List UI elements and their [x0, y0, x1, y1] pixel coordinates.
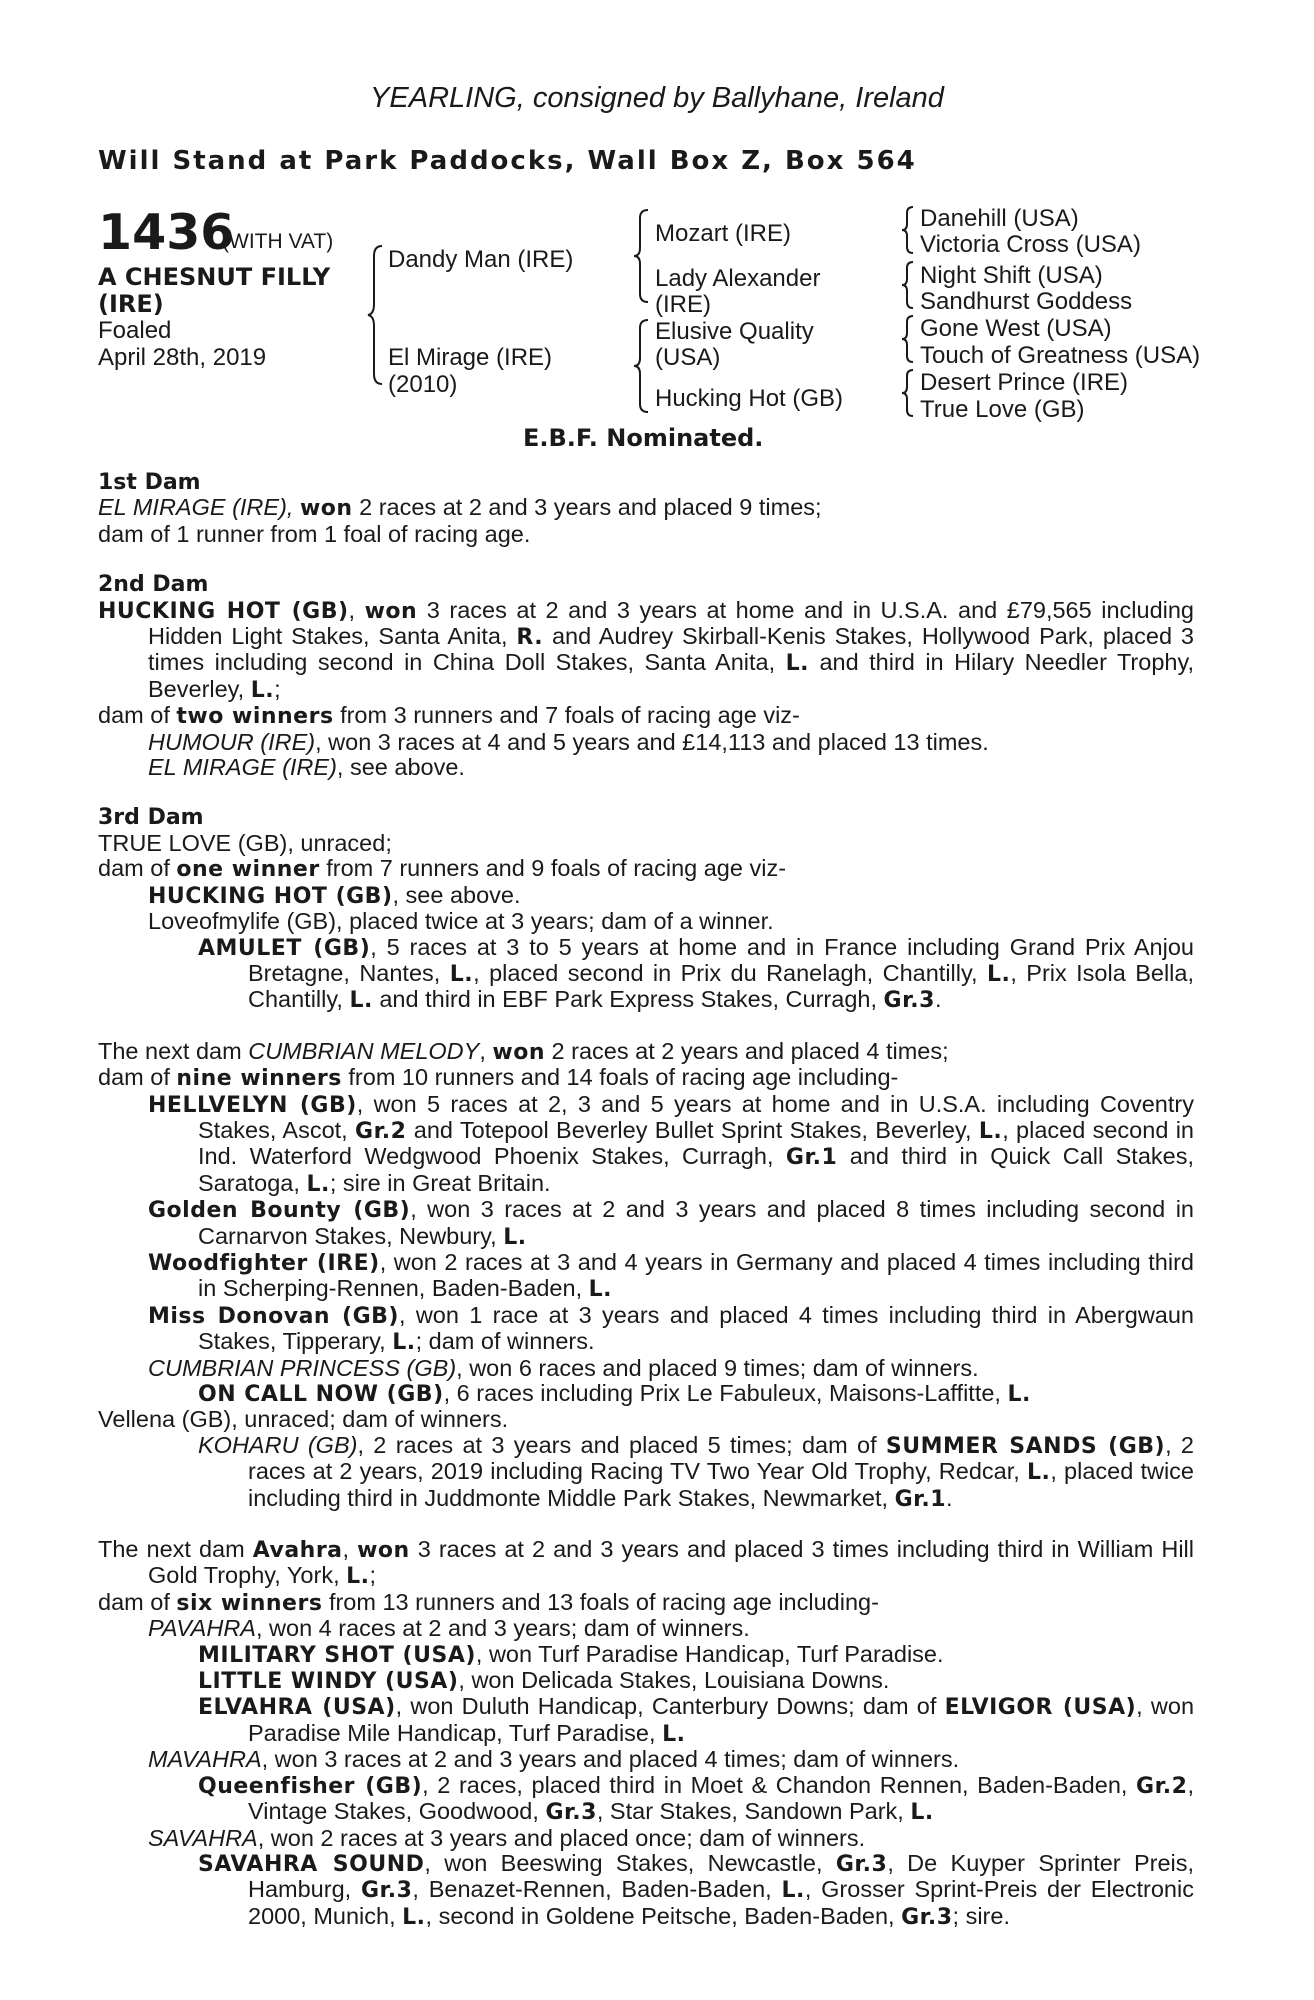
elvahra-name: ELVAHRA (USA) — [198, 1695, 396, 1721]
cumbrian-princess-line — [98, 1356, 1194, 1381]
grade-l: L. — [402, 1904, 426, 1930]
text: dam of — [98, 702, 177, 729]
military-shot-line — [98, 1642, 1194, 1668]
text: ; sire in Great Britain. — [329, 1169, 551, 1196]
first-dam-produce: dam of 1 runner from 1 foal of racing age. — [98, 520, 531, 547]
pedigree-dsd: Touch of Greatness (USA) — [920, 342, 1201, 369]
text: , Grosser Sprint-Preis der Electronic 2000, Munich, — [248, 1876, 1194, 1929]
hellvelyn-name: HELLVELYN (GB) — [148, 1092, 357, 1118]
amulet-name: AMULET (GB) — [198, 935, 371, 961]
third-dam-line: TRUE LOVE (GB), unraced; — [98, 829, 392, 856]
text: , see above. — [336, 754, 465, 781]
text: ; — [274, 675, 281, 702]
text: , — [479, 1037, 493, 1064]
hellvelyn-record — [98, 1092, 1194, 1198]
avahra-name: Avahra — [252, 1538, 343, 1564]
text: , won Duluth Handicap, Canterbury Downs; dam of — [395, 1693, 945, 1720]
won-label: won — [299, 496, 353, 522]
grade-gr: Gr.3 — [835, 1851, 888, 1877]
little-windy-name: LITTLE WINDY (USA) — [198, 1669, 459, 1695]
miss-donovan-record — [98, 1303, 1194, 1356]
pedigree-brace-dam — [632, 318, 652, 414]
first-dam-line — [98, 495, 1194, 521]
grade-gr: Gr.2 — [1136, 1773, 1188, 1799]
text: from 10 runners and 14 foals of racing age including- — [341, 1064, 899, 1091]
pedigree-sire: Dandy Man (IRE) — [388, 246, 574, 273]
grade-l: L. — [978, 1118, 1003, 1144]
el-mirage-line — [98, 755, 1194, 780]
amulet-record — [98, 935, 1194, 1014]
grade-gr: Gr.1 — [785, 1145, 838, 1171]
foaled-label: Foaled — [98, 317, 172, 344]
text: 2 races at 2 years and placed 4 times; — [545, 1037, 949, 1064]
text: . — [946, 1484, 953, 1511]
grade-l: L. — [349, 988, 373, 1014]
golden-bounty-record — [98, 1197, 1194, 1250]
cumbrian-melody-name: CUMBRIAN MELODY — [248, 1037, 480, 1064]
mavahra-line — [98, 1747, 1194, 1772]
pedigree-ddd: True Love (GB) — [920, 396, 1085, 423]
grade-l: L. — [392, 1330, 416, 1356]
woodfighter-name: Woodfighter (IRE) — [148, 1250, 380, 1276]
pedigree-dds: Desert Prince (IRE) — [920, 369, 1129, 396]
military-shot-name: MILITARY SHOT (USA) — [198, 1642, 476, 1668]
on-call-now-line — [98, 1381, 1194, 1407]
text: 3 races at 2 and 3 years and placed 3 times including third in William Hill Gold Trophy, York, — [148, 1536, 1194, 1589]
won-label: won — [364, 598, 418, 624]
cumbrian-produce — [98, 1065, 1194, 1091]
summer-sands-name: SUMMER SANDS (GB) — [885, 1433, 1166, 1459]
grade-l: L. — [503, 1224, 527, 1250]
pavahra-name: PAVAHRA — [148, 1615, 256, 1642]
humour-name: HUMOUR (IRE) — [148, 728, 316, 755]
pedigree-sdd: Sandhurst Goddess — [920, 288, 1133, 315]
text: , won Beeswing Stakes, Newcastle, — [424, 1849, 836, 1876]
grade-l: L. — [588, 1277, 613, 1303]
text: The next dam — [98, 1536, 253, 1563]
pedigree-sire-dam-line2: (IRE) — [655, 291, 711, 318]
hucking-hot-name: HUCKING HOT (GB) — [98, 598, 349, 624]
text: and third in Quick Call Stakes, Saratoga, — [198, 1143, 1194, 1196]
pedigree-sss: Danehill (USA) — [920, 205, 1079, 232]
text: , Benazet-Rennen, Baden-Baden, — [412, 1876, 782, 1903]
pedigree-brace-sd — [900, 260, 916, 310]
savahra-sound-name: SAVAHRA SOUND — [198, 1851, 425, 1877]
page-header-title: YEARLING, consigned by Ballyhane, Ireland — [370, 82, 944, 114]
queenfisher-record — [98, 1773, 1194, 1826]
text: ; sire. — [952, 1902, 1010, 1929]
text: , Vintage Stakes, Goodwood, — [248, 1771, 1194, 1825]
text: and third in EBF Park Express Stakes, Curragh, — [372, 986, 884, 1013]
grade-l: L. — [306, 1171, 330, 1197]
text: , won 3 races at 2 and 3 years and placed 8 times including second in Carnarvon Stakes, Newbury, — [198, 1196, 1194, 1249]
hucking-hot-name: HUCKING HOT (GB) — [148, 883, 393, 909]
vellena-line: Vellena (GB), unraced; dam of winners. — [98, 1406, 509, 1433]
text: , placed twice including third in Juddmonte Middle Park Stakes, Newmarket, — [248, 1458, 1194, 1511]
winners-count: six winners — [176, 1590, 323, 1616]
stand-location: Will Stand at Park Paddocks, Wall Box Z, Box 564 — [98, 146, 917, 176]
golden-bounty-name: Golden Bounty (GB) — [148, 1198, 411, 1224]
miss-donovan-name: Miss Donovan (GB) — [148, 1303, 399, 1329]
won-label: won — [357, 1538, 410, 1564]
second-dam-produce — [98, 703, 1194, 729]
pedigree-dss: Gone West (USA) — [920, 315, 1112, 342]
text: . — [934, 986, 942, 1013]
grade-l: L. — [910, 1800, 934, 1826]
pedigree-dam-line2: (2010) — [388, 371, 458, 398]
text: from 7 runners and 9 foals of racing age viz- — [319, 855, 787, 882]
grade-gr: Gr.3 — [360, 1878, 413, 1904]
text: , De Kuyper Sprinter Preis, Hamburg, — [248, 1849, 1195, 1903]
queenfisher-name: Queenfisher (GB) — [198, 1773, 423, 1799]
text: and third in Hilary Needler Trophy, Beverley, — [148, 649, 1194, 702]
grade-l: L. — [1026, 1460, 1051, 1486]
text: , — [342, 1536, 358, 1563]
text: , won 3 races at 2 and 3 years and placed 4 times; dam of winners. — [261, 1746, 960, 1773]
ebf-nominated: E.B.F. Nominated. — [523, 424, 764, 452]
text: , won 2 races at 3 years and placed once; dam of winners. — [257, 1824, 866, 1851]
text: , won 4 races at 2 and 3 years; dam of winners. — [255, 1615, 750, 1642]
savahra-sound-record — [98, 1851, 1194, 1930]
grade-gr: Gr.2 — [355, 1118, 407, 1144]
elvahra-record — [98, 1694, 1194, 1747]
pedigree-dam-dam: Hucking Hot (GB) — [655, 385, 844, 412]
winners-count: one winner — [176, 857, 320, 883]
text: , 6 races including Prix Le Fabuleux, Maisons-Laffitte, — [443, 1380, 1008, 1406]
humour-line — [98, 730, 1194, 755]
lot-number: 1436 — [98, 204, 235, 261]
next-dam-cumbrian — [98, 1039, 1194, 1065]
pedigree-brace-sire — [632, 208, 652, 304]
second-dam-heading: 2nd Dam — [98, 572, 209, 598]
cumbrian-princess-name: CUMBRIAN PRINCESS (GB) — [148, 1354, 457, 1381]
text: ; dam of winners. — [415, 1328, 595, 1355]
third-dam-heading: 3rd Dam — [98, 805, 204, 831]
grade-gr: Gr.1 — [894, 1486, 946, 1512]
grade-gr: Gr.3 — [545, 1800, 597, 1826]
text: dam of — [98, 1064, 177, 1091]
grade-l: L. — [986, 961, 1011, 987]
hucking-hot-line — [98, 883, 1194, 909]
text: , won 1 race at 3 years and placed 4 times including third in Abergwaun Stakes, Tipperary, — [198, 1301, 1194, 1355]
grade-gr: Gr.3 — [883, 988, 935, 1014]
loveofmylife-line: Loveofmylife (GB), placed twice at 3 years; dam of a winner. — [148, 908, 774, 935]
grade-l: L. — [662, 1721, 686, 1747]
woodfighter-record — [98, 1250, 1194, 1303]
lot-name-line2: (IRE) — [98, 290, 164, 318]
pavahra-line — [98, 1616, 1194, 1641]
text: , Prix Isola Bella, Chantilly, — [248, 959, 1194, 1013]
lot-name-line1: A CHESNUT FILLY — [98, 263, 331, 291]
text: , 2 races, placed third in Moet & Chandon Rennen, Baden-Baden, — [422, 1771, 1137, 1798]
text: from 13 runners and 13 foals of racing age including- — [322, 1588, 879, 1615]
first-dam-text: 2 races at 2 and 3 years and placed 9 times; — [352, 494, 822, 521]
text: and Audrey Skirball-Kenis Stakes, Hollywood Park, placed 3 times including second in China Doll Stakes, Santa Anita, — [148, 623, 1195, 676]
text: , 5 races at 3 to 5 years at home and in France including Grand Prix Anjou Bretagne, Nantes, — [248, 933, 1194, 986]
grade-l: L. — [449, 961, 474, 987]
winners-count: two winners — [176, 704, 334, 730]
little-windy-line — [98, 1668, 1194, 1694]
text: , 2 races at 3 years and placed 5 times; dam of — [357, 1431, 886, 1458]
text: and Totepool Beverley Bullet Sprint Stakes, Beverley, — [406, 1116, 979, 1143]
pedigree-ssd: Victoria Cross (USA) — [920, 231, 1141, 258]
text: from 3 runners and 7 foals of racing age viz- — [333, 702, 800, 729]
first-dam-heading: 1st Dam — [98, 470, 201, 495]
foaled-date: April 28th, 2019 — [98, 344, 267, 371]
vat-label: (WITH VAT) — [222, 230, 334, 253]
first-dam-name: EL MIRAGE (IRE), — [98, 494, 294, 521]
grade-l: L. — [250, 677, 275, 703]
pedigree-sire-sire: Mozart (IRE) — [655, 220, 792, 247]
text: , won 5 races at 2, 3 and 5 years at home and in U.S.A. including Coventry Stakes, Ascot, — [198, 1090, 1194, 1143]
pedigree-dam-sire-line1: Elusive Quality — [655, 318, 814, 345]
pedigree-sire-dam-line1: Lady Alexander — [655, 265, 821, 292]
text: dam of — [98, 1588, 177, 1615]
avahra-produce — [98, 1590, 1194, 1616]
mavahra-name: MAVAHRA — [148, 1746, 262, 1773]
text: , Star Stakes, Sandown Park, — [596, 1798, 911, 1825]
text: , placed second in Ind. Waterford Wedgwood Phoenix Stakes, Curragh, — [198, 1116, 1194, 1170]
text: The next dam — [98, 1037, 249, 1064]
el-mirage-name: EL MIRAGE (IRE) — [148, 754, 337, 781]
catalogue-body — [98, 470, 1194, 1930]
elvigor-name: ELVIGOR (USA) — [944, 1695, 1137, 1721]
grade-r: R. — [516, 625, 544, 651]
koharu-name: KOHARU (GB) — [198, 1431, 358, 1458]
next-dam-avahra — [98, 1537, 1194, 1590]
on-call-now-name: ON CALL NOW (GB) — [198, 1382, 444, 1407]
savahra-name: SAVAHRA — [148, 1824, 258, 1851]
winners-count: nine winners — [176, 1066, 342, 1092]
pedigree-dam-line1: El Mirage (IRE) — [388, 344, 553, 371]
text: , won 2 races at 3 and 4 years in Germany and placed 4 times including third in Scherping-Rennen, Baden-Baden, — [198, 1248, 1194, 1302]
pedigree-brace-ds — [900, 314, 916, 364]
grade-l: L. — [785, 651, 810, 677]
text: , won Paradise Mile Handicap, Turf Paradise, — [248, 1693, 1195, 1746]
text: , second in Goldene Peitsche, Baden-Baden, — [425, 1902, 902, 1929]
text: , — [348, 596, 365, 623]
text: , won Turf Paradise Handicap, Turf Paradise. — [475, 1640, 944, 1667]
pedigree-dam-sire-line2: (USA) — [655, 344, 721, 371]
text: , see above. — [392, 881, 521, 908]
grade-l: L. — [781, 1878, 805, 1904]
pedigree-brace-dd — [900, 368, 916, 418]
second-dam-record — [98, 598, 1194, 704]
grade-gr: Gr.3 — [901, 1904, 953, 1930]
grade-l: L. — [1007, 1382, 1031, 1407]
text: , won 3 races at 4 and 5 years and £14,113 and placed 13 times. — [315, 728, 989, 755]
text: , placed second in Prix du Ranelagh, Chantilly, — [473, 959, 987, 986]
text: , won Delicada Stakes, Louisiana Downs. — [458, 1667, 890, 1694]
text: , 2 races at 2 years, 2019 including Racing TV Two Year Old Trophy, Redcar, — [248, 1431, 1194, 1485]
pedigree-brace-main — [366, 244, 386, 386]
grade-l: L. — [346, 1564, 370, 1590]
koharu-record — [98, 1433, 1194, 1512]
savahra-line — [98, 1826, 1194, 1851]
pedigree-brace-ss — [900, 205, 916, 255]
text: ; — [369, 1562, 377, 1589]
pedigree-sds: Night Shift (USA) — [920, 262, 1103, 289]
third-dam-produce — [98, 856, 1194, 882]
text: dam of — [98, 855, 177, 882]
text: , won 6 races and placed 9 times; dam of winners. — [456, 1354, 979, 1381]
text: 3 races at 2 and 3 years at home and in U.S.A. and £79,565 including Hidden Light Stakes, Santa Anita, — [148, 596, 1195, 650]
won-label: won — [492, 1039, 546, 1065]
